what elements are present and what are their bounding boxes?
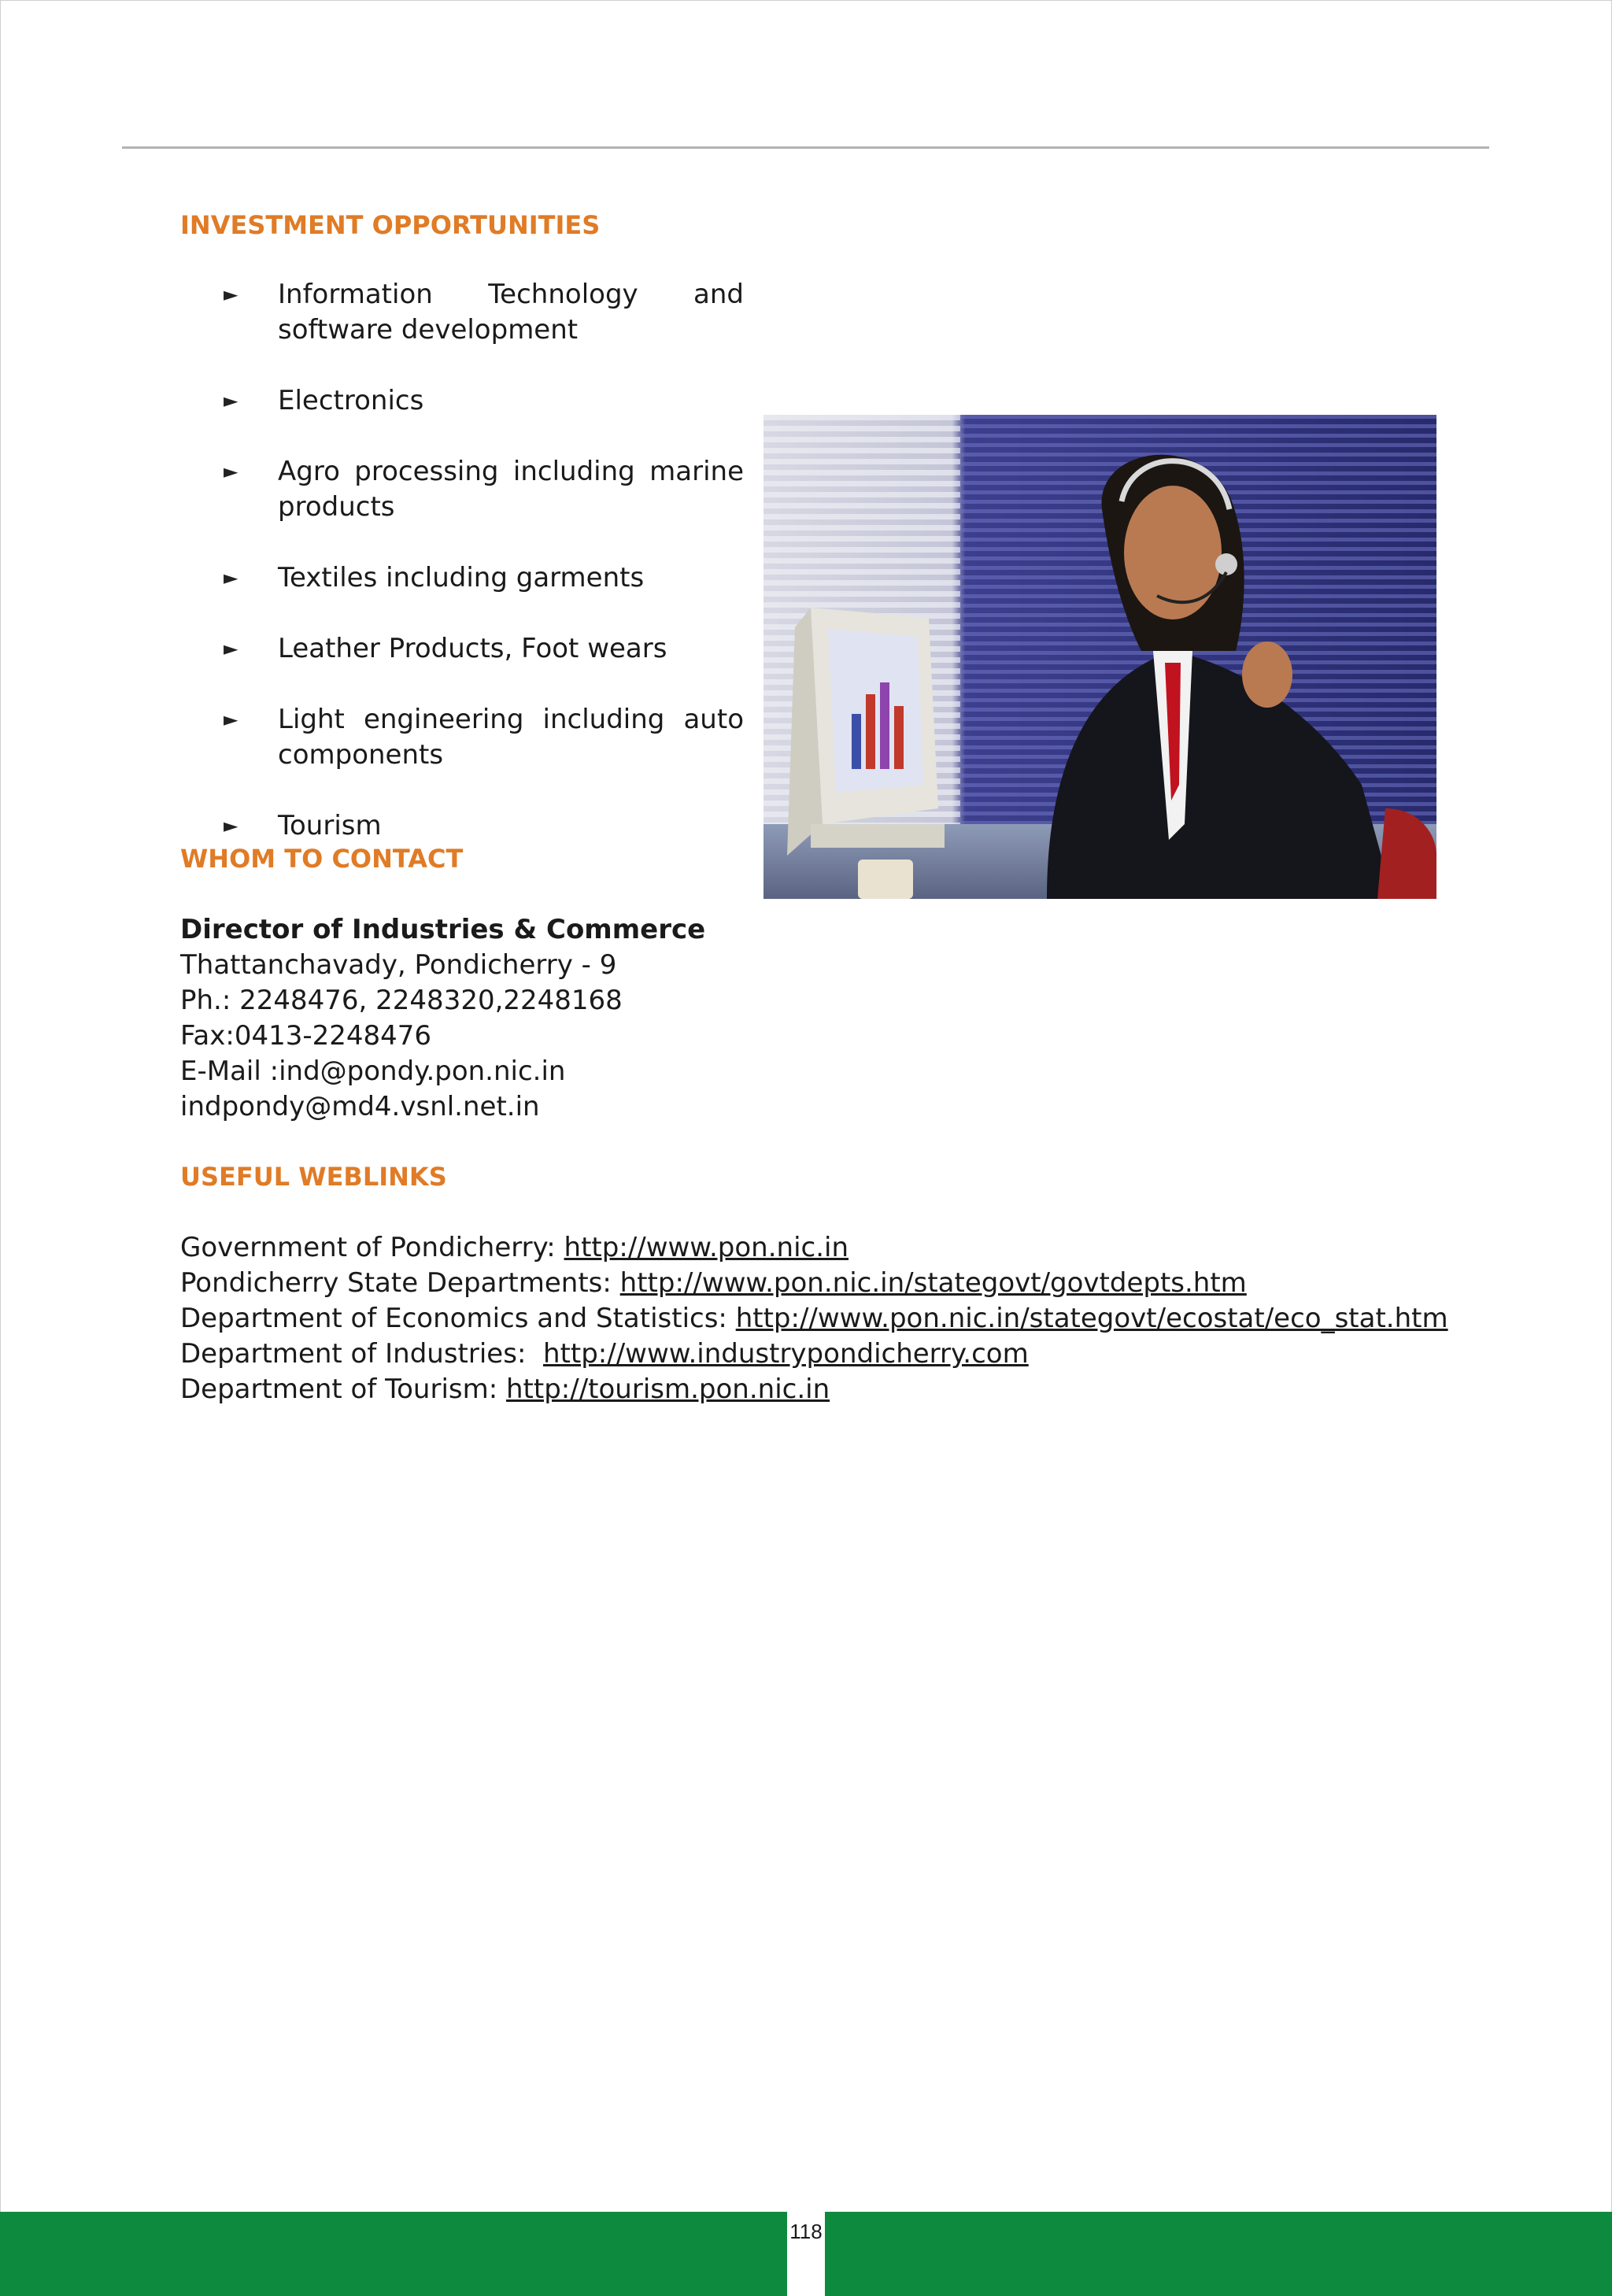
weblinks-list <box>180 1230 1448 1407</box>
arrow-bullet-icon: ► <box>224 815 238 837</box>
weblink-label: Pondicherry State Departments: <box>180 1267 620 1299</box>
list-item-text: Leather Products, Foot wears <box>278 633 667 664</box>
list-item <box>180 808 744 844</box>
arrow-bullet-icon: ► <box>224 638 238 660</box>
header-rule <box>122 146 1489 149</box>
weblink-label: Department of Tourism: <box>180 1374 506 1405</box>
contact-fax: Fax:0413-2248476 <box>180 1020 432 1052</box>
contact-block <box>180 912 705 1125</box>
contact-organization: Director of Industries & Commerce <box>180 914 706 945</box>
weblink-row <box>180 1301 1448 1337</box>
weblink-row <box>180 1230 1448 1266</box>
contact-heading: WHOM TO CONTACT <box>180 844 464 874</box>
mug-shape <box>858 860 913 899</box>
list-item-text: Textiles including garments <box>278 562 645 593</box>
list-item <box>180 383 744 419</box>
weblink-label: Department of Economics and Statistics: <box>180 1303 736 1334</box>
list-item <box>180 454 744 525</box>
list-item <box>180 631 744 667</box>
list-item-text: Agro processing including marine products <box>278 456 744 523</box>
weblinks-heading: USEFUL WEBLINKS <box>180 1162 447 1192</box>
weblink-label: Government of Pondicherry: <box>180 1232 564 1263</box>
list-item-text: Light engineering including auto components <box>278 704 744 771</box>
weblink-url[interactable]: http://tourism.pon.nic.in <box>506 1374 830 1405</box>
page-number: 118 <box>789 2220 823 2243</box>
investment-list <box>180 277 744 879</box>
weblink-row <box>180 1266 1448 1301</box>
arrow-bullet-icon: ► <box>224 283 238 305</box>
arrow-bullet-icon: ► <box>224 567 238 589</box>
weblink-row <box>180 1337 1448 1372</box>
arrow-bullet-icon: ► <box>224 390 238 412</box>
weblink-url[interactable]: http://www.pon.nic.in/stategovt/govtdepts.htm <box>619 1267 1247 1299</box>
list-item <box>180 702 744 773</box>
investment-heading: INVESTMENT OPPORTUNITIES <box>180 210 601 240</box>
weblink-url[interactable]: http://www.pon.nic.in <box>564 1232 849 1263</box>
weblink-url[interactable]: http://www.pon.nic.in/stategovt/ecostat/eco_stat.htm <box>735 1303 1448 1334</box>
arrow-bullet-icon: ► <box>224 460 238 482</box>
list-item-text: Tourism <box>278 810 382 841</box>
list-item-text: Information Technology and software development <box>278 279 744 346</box>
contact-email: E-Mail :ind@pondy.pon.nic.in <box>180 1056 566 1087</box>
weblink-url[interactable]: http://www.industrypondicherry.com <box>543 1338 1029 1370</box>
call-center-photo <box>763 415 1436 899</box>
weblink-label: Department of Industries: <box>180 1338 544 1370</box>
contact-address: Thattanchavady, Pondicherry - 9 <box>180 949 617 981</box>
weblink-row <box>180 1372 1448 1407</box>
arrow-bullet-icon: ► <box>224 708 238 730</box>
list-item <box>180 560 744 596</box>
list-item <box>180 277 744 348</box>
contact-email-alt: indpondy@md4.vsnl.net.in <box>180 1091 540 1122</box>
page-number-box <box>787 2212 825 2296</box>
list-item-text: Electronics <box>278 385 424 416</box>
contact-phone: Ph.: 2248476, 2248320,2248168 <box>180 985 623 1016</box>
